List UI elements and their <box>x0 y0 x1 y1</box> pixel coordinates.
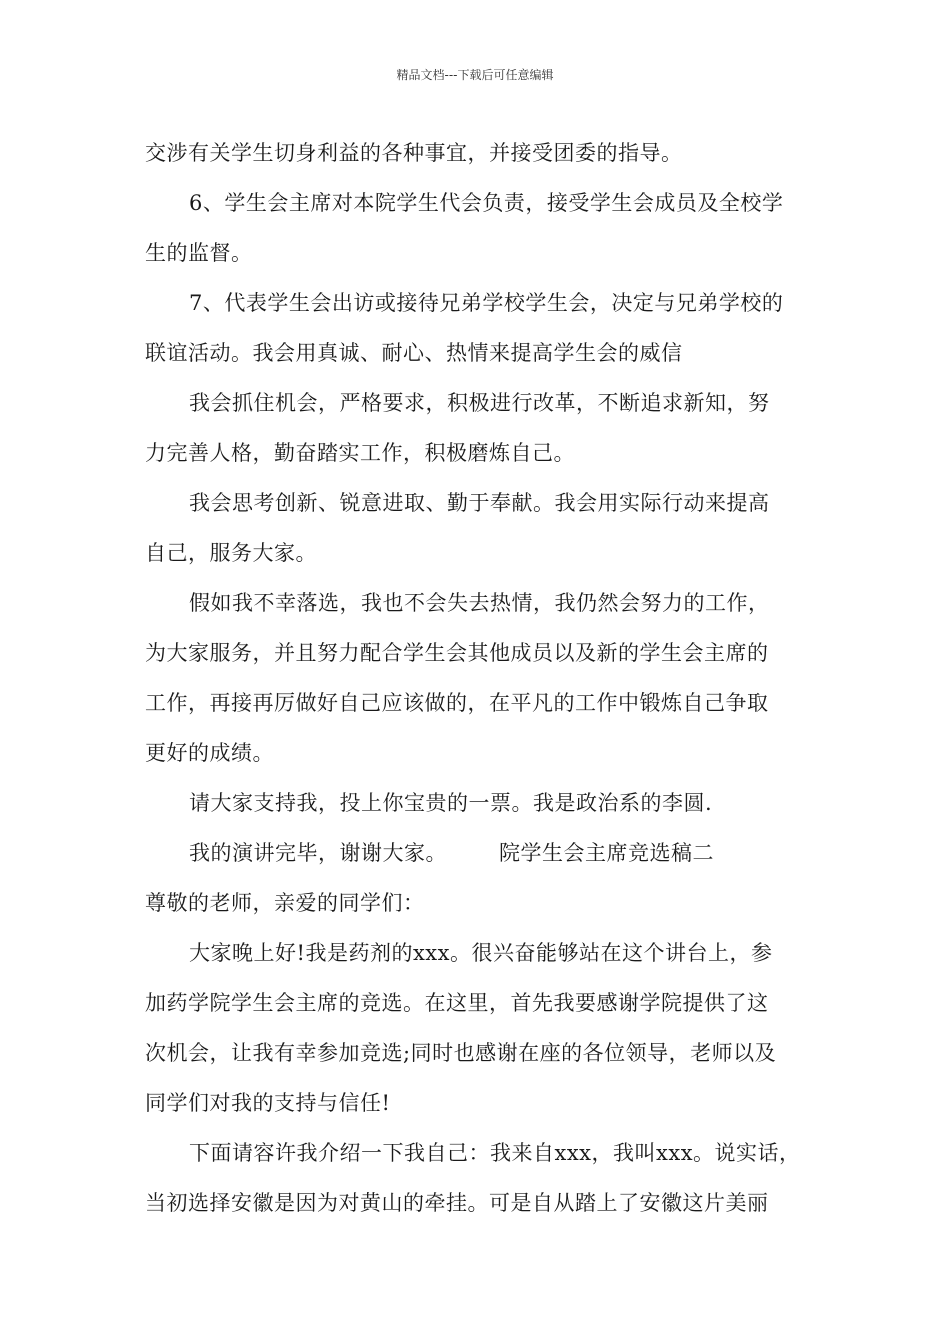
document-body <box>145 128 815 1228</box>
text-line: 假如我不幸落选，我也不会失去热情，我仍然会努力的工作， <box>189 591 770 615</box>
text-line: 次机会，让我有幸参加竞选;同时也感谢在座的各位领导，老师以及 <box>145 1041 777 1065</box>
text-line: 自己，服务大家。 <box>145 541 317 565</box>
text-line: 大家晚上好!我是药剂的xxx。很兴奋能够站在这个讲台上，参 <box>189 941 773 965</box>
text-line: 更好的成绩。 <box>145 741 274 765</box>
text-line: 力完善人格，勤奋踏实工作，积极磨炼自己。 <box>145 441 575 465</box>
page-header: 精品文档---下载后可任意编辑 <box>396 68 554 82</box>
text-line: 请大家支持我，投上你宝贵的一票。我是政治系的李圆. <box>189 791 713 815</box>
text-line: 7、代表学生会出访或接待兄弟学校学生会，决定与兄弟学校的 <box>189 291 784 315</box>
text-line: 交涉有关学生切身利益的各种事宜，并接受团委的指导。 <box>145 141 683 165</box>
salutation: 尊敬的老师，亲爱的同学们： <box>145 891 425 915</box>
text-line: 联谊活动。我会用真诚、耐心、热情来提高学生会的威信 <box>145 341 683 365</box>
text-line: 生的监督。 <box>145 241 253 265</box>
section-title: 院学生会主席竞选稿二 <box>499 841 714 865</box>
text-line: 我会思考创新、锐意进取、勤于奉献。我会用实际行动来提高 <box>189 491 770 515</box>
text-line: 我会抓住机会，严格要求，积极进行改革，不断追求新知，努 <box>189 391 770 415</box>
text-line: 为大家服务，并且努力配合学生会其他成员以及新的学生会主席的 <box>145 641 769 665</box>
text-line: 下面请容许我介绍一下我自己：我来自xxx，我叫xxx。说实话， <box>189 1141 801 1165</box>
text-line: 6、学生会主席对本院学生代会负责，接受学生会成员及全校学 <box>189 191 784 215</box>
text-line: 加药学院学生会主席的竞选。在这里，首先我要感谢学院提供了这 <box>145 991 769 1015</box>
text-line: 当初选择安徽是因为对黄山的牵挂。可是自从踏上了安徽这片美丽 <box>145 1191 769 1215</box>
text-line: 同学们对我的支持与信任! <box>145 1091 391 1115</box>
closing-text: 我的演讲完毕，谢谢大家。 <box>189 841 447 865</box>
text-line: 工作，再接再厉做好自己应该做的，在平凡的工作中锻炼自己争取 <box>145 691 769 715</box>
text-line-with-heading <box>145 828 815 878</box>
